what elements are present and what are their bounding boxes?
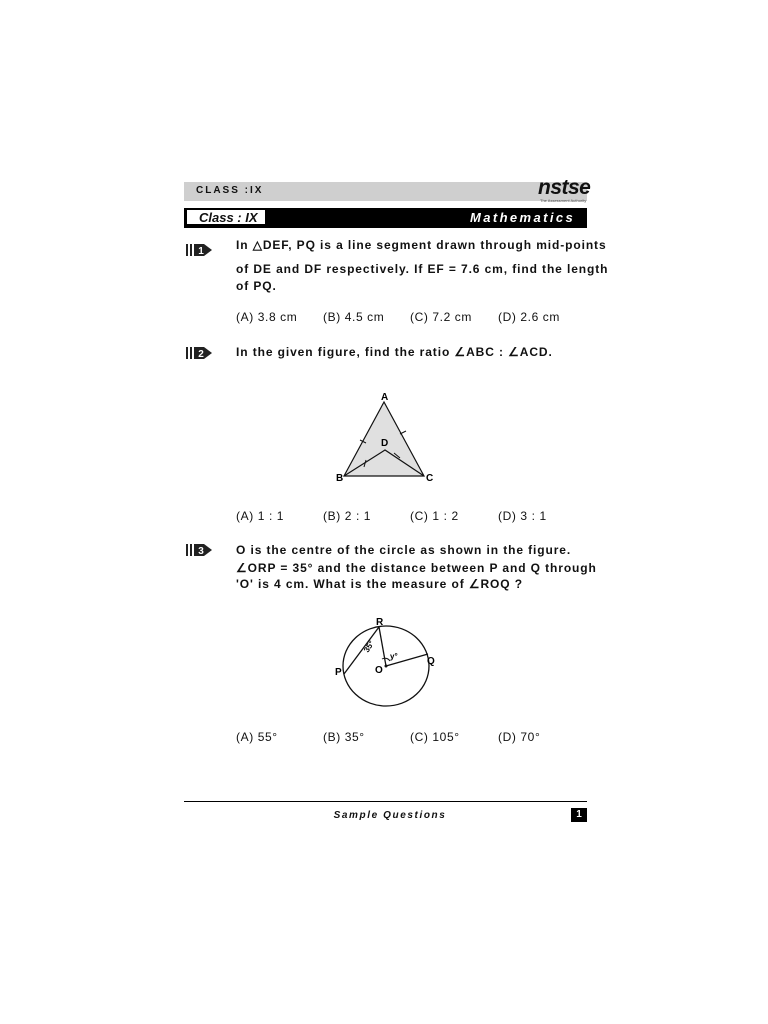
- triangle-figure: [330, 388, 440, 488]
- question-1-option-b: (B) 4.5 cm: [323, 310, 385, 324]
- question-3-option-b: (B) 35°: [323, 730, 365, 744]
- angle-arc: [382, 658, 390, 661]
- question-3-option-c: (C) 105°: [410, 730, 460, 744]
- label-angle-35: 35°: [362, 639, 377, 655]
- page-number: 1: [571, 808, 587, 822]
- label-q: Q: [427, 656, 435, 667]
- footer-divider: [184, 801, 587, 802]
- question-2-line-1: In the given figure, find the ratio ∠ABC : ∠ACD.: [236, 345, 553, 359]
- question-1-line-1: In △DEF, PQ is a line segment drawn through mid-points: [236, 238, 607, 252]
- subject-title: Mathematics: [470, 210, 576, 225]
- question-3-line-2: ∠ORP = 35° and the distance between P and Q through: [236, 561, 597, 575]
- question-number: 1: [198, 246, 204, 257]
- label-d: D: [381, 438, 389, 449]
- question-number: 3: [198, 546, 204, 557]
- header-class-label: CLASS :IX: [196, 185, 264, 196]
- question-1-line-3: of PQ.: [236, 279, 277, 293]
- question-3-line-3: 'O' is 4 cm. What is the measure of ∠ROQ ?: [236, 577, 523, 591]
- radius-ro: [379, 627, 386, 666]
- question-3-option-d: (D) 70°: [498, 730, 541, 744]
- question-number: 2: [198, 349, 204, 360]
- question-2-option-c: (C) 1 : 2: [410, 509, 459, 523]
- question-1-line-2: of DE and DF respectively. If EF = 7.6 cm, find the length: [236, 262, 609, 276]
- circle-figure: [330, 614, 440, 714]
- question-1-option-d: (D) 2.6 cm: [498, 310, 561, 324]
- question-3-option-a: (A) 55°: [236, 730, 278, 744]
- question-1-option-c: (C) 7.2 cm: [410, 310, 473, 324]
- label-o: O: [375, 665, 383, 676]
- question-2-option-a: (A) 1 : 1: [236, 509, 285, 523]
- logo-tagline: The Assessment Authority: [540, 198, 587, 203]
- chord-rp: [344, 627, 379, 674]
- nstse-logo: nstse: [538, 176, 591, 199]
- question-number-icon: [186, 540, 214, 560]
- label-y: y°: [390, 652, 398, 661]
- question-3-line-1: O is the centre of the circle as shown in the figure.: [236, 543, 572, 557]
- class-box: Class : IX: [186, 209, 266, 225]
- label-p: P: [335, 667, 342, 678]
- question-2-option-b: (B) 2 : 1: [323, 509, 372, 523]
- centre-dot: [385, 665, 388, 668]
- label-c: C: [426, 473, 434, 484]
- label-a: A: [381, 392, 389, 403]
- footer-text: Sample Questions: [333, 810, 447, 821]
- question-number-icon: [186, 240, 214, 260]
- question-number-icon: [186, 343, 214, 363]
- label-b: B: [336, 473, 344, 484]
- label-r: R: [376, 617, 384, 628]
- question-2-option-d: (D) 3 : 1: [498, 509, 547, 523]
- question-1-option-a: (A) 3.8 cm: [236, 310, 298, 324]
